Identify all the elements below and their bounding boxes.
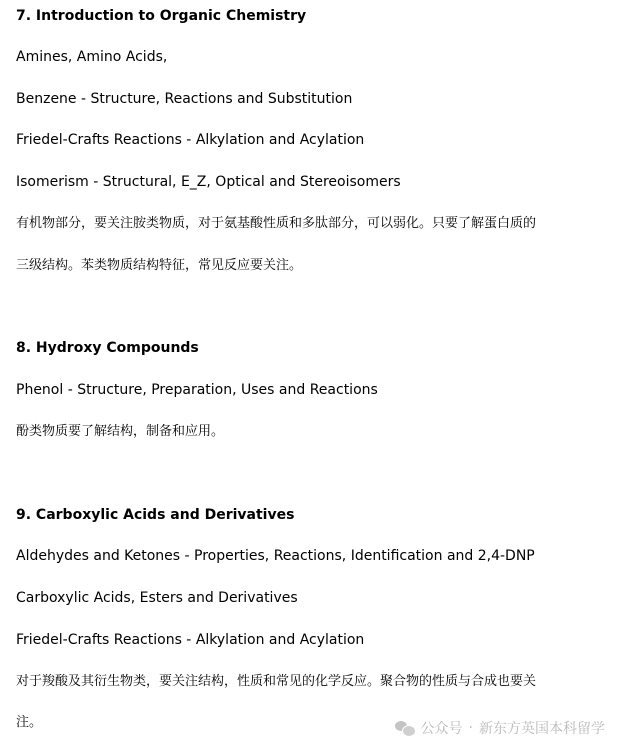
- topic-isomerism: Isomerism - Structural, E_Z, Optical and Stereoisomers: [16, 174, 401, 190]
- topic-phenol: Phenol - Structure, Preparation, Uses and Reactions: [16, 382, 378, 398]
- section-heading-7: 7. Introduction to Organic Chemistry: [16, 8, 307, 24]
- watermark-label: 公众号: [420, 721, 463, 737]
- note-line: 对于羧酸及其衍生物类，要关注结构，性质和常见的化学反应。聚合物的性质与合成也要关: [16, 674, 537, 689]
- topic-benzene: Benzene - Structure, Reactions and Substitution: [16, 91, 353, 107]
- note-line: 三级结构。苯类物质结构特征，常见反应要关注。: [16, 258, 303, 273]
- watermark-separator: ·: [468, 720, 473, 736]
- wechat-icon: [395, 720, 415, 736]
- note-line: 酚类物质要了解结构，制备和应用。: [16, 424, 225, 439]
- section-heading-9: 9. Carboxylic Acids and Derivatives: [16, 507, 295, 523]
- topic-aldehydes-ketones: Aldehydes and Ketones - Properties, Reactions, Identification and 2,4-DNP: [16, 548, 535, 564]
- topic-friedel-crafts: Friedel-Crafts Reactions - Alkylation and Acylation: [16, 632, 365, 648]
- watermark: [395, 717, 605, 739]
- topic-amines: Amines, Amino Acids,: [16, 49, 168, 65]
- section-heading-8: 8. Hydroxy Compounds: [16, 340, 199, 356]
- topic-carboxylic-acids: Carboxylic Acids, Esters and Derivatives: [16, 590, 298, 606]
- watermark-account: 新东方英国本科留学: [479, 721, 605, 737]
- topic-friedel-crafts: Friedel-Crafts Reactions - Alkylation and Acylation: [16, 132, 365, 148]
- note-line: 有机物部分，要关注胺类物质，对于氨基酸性质和多肽部分，可以弱化。只要了解蛋白质的: [16, 216, 537, 231]
- note-line: 注。: [16, 715, 43, 730]
